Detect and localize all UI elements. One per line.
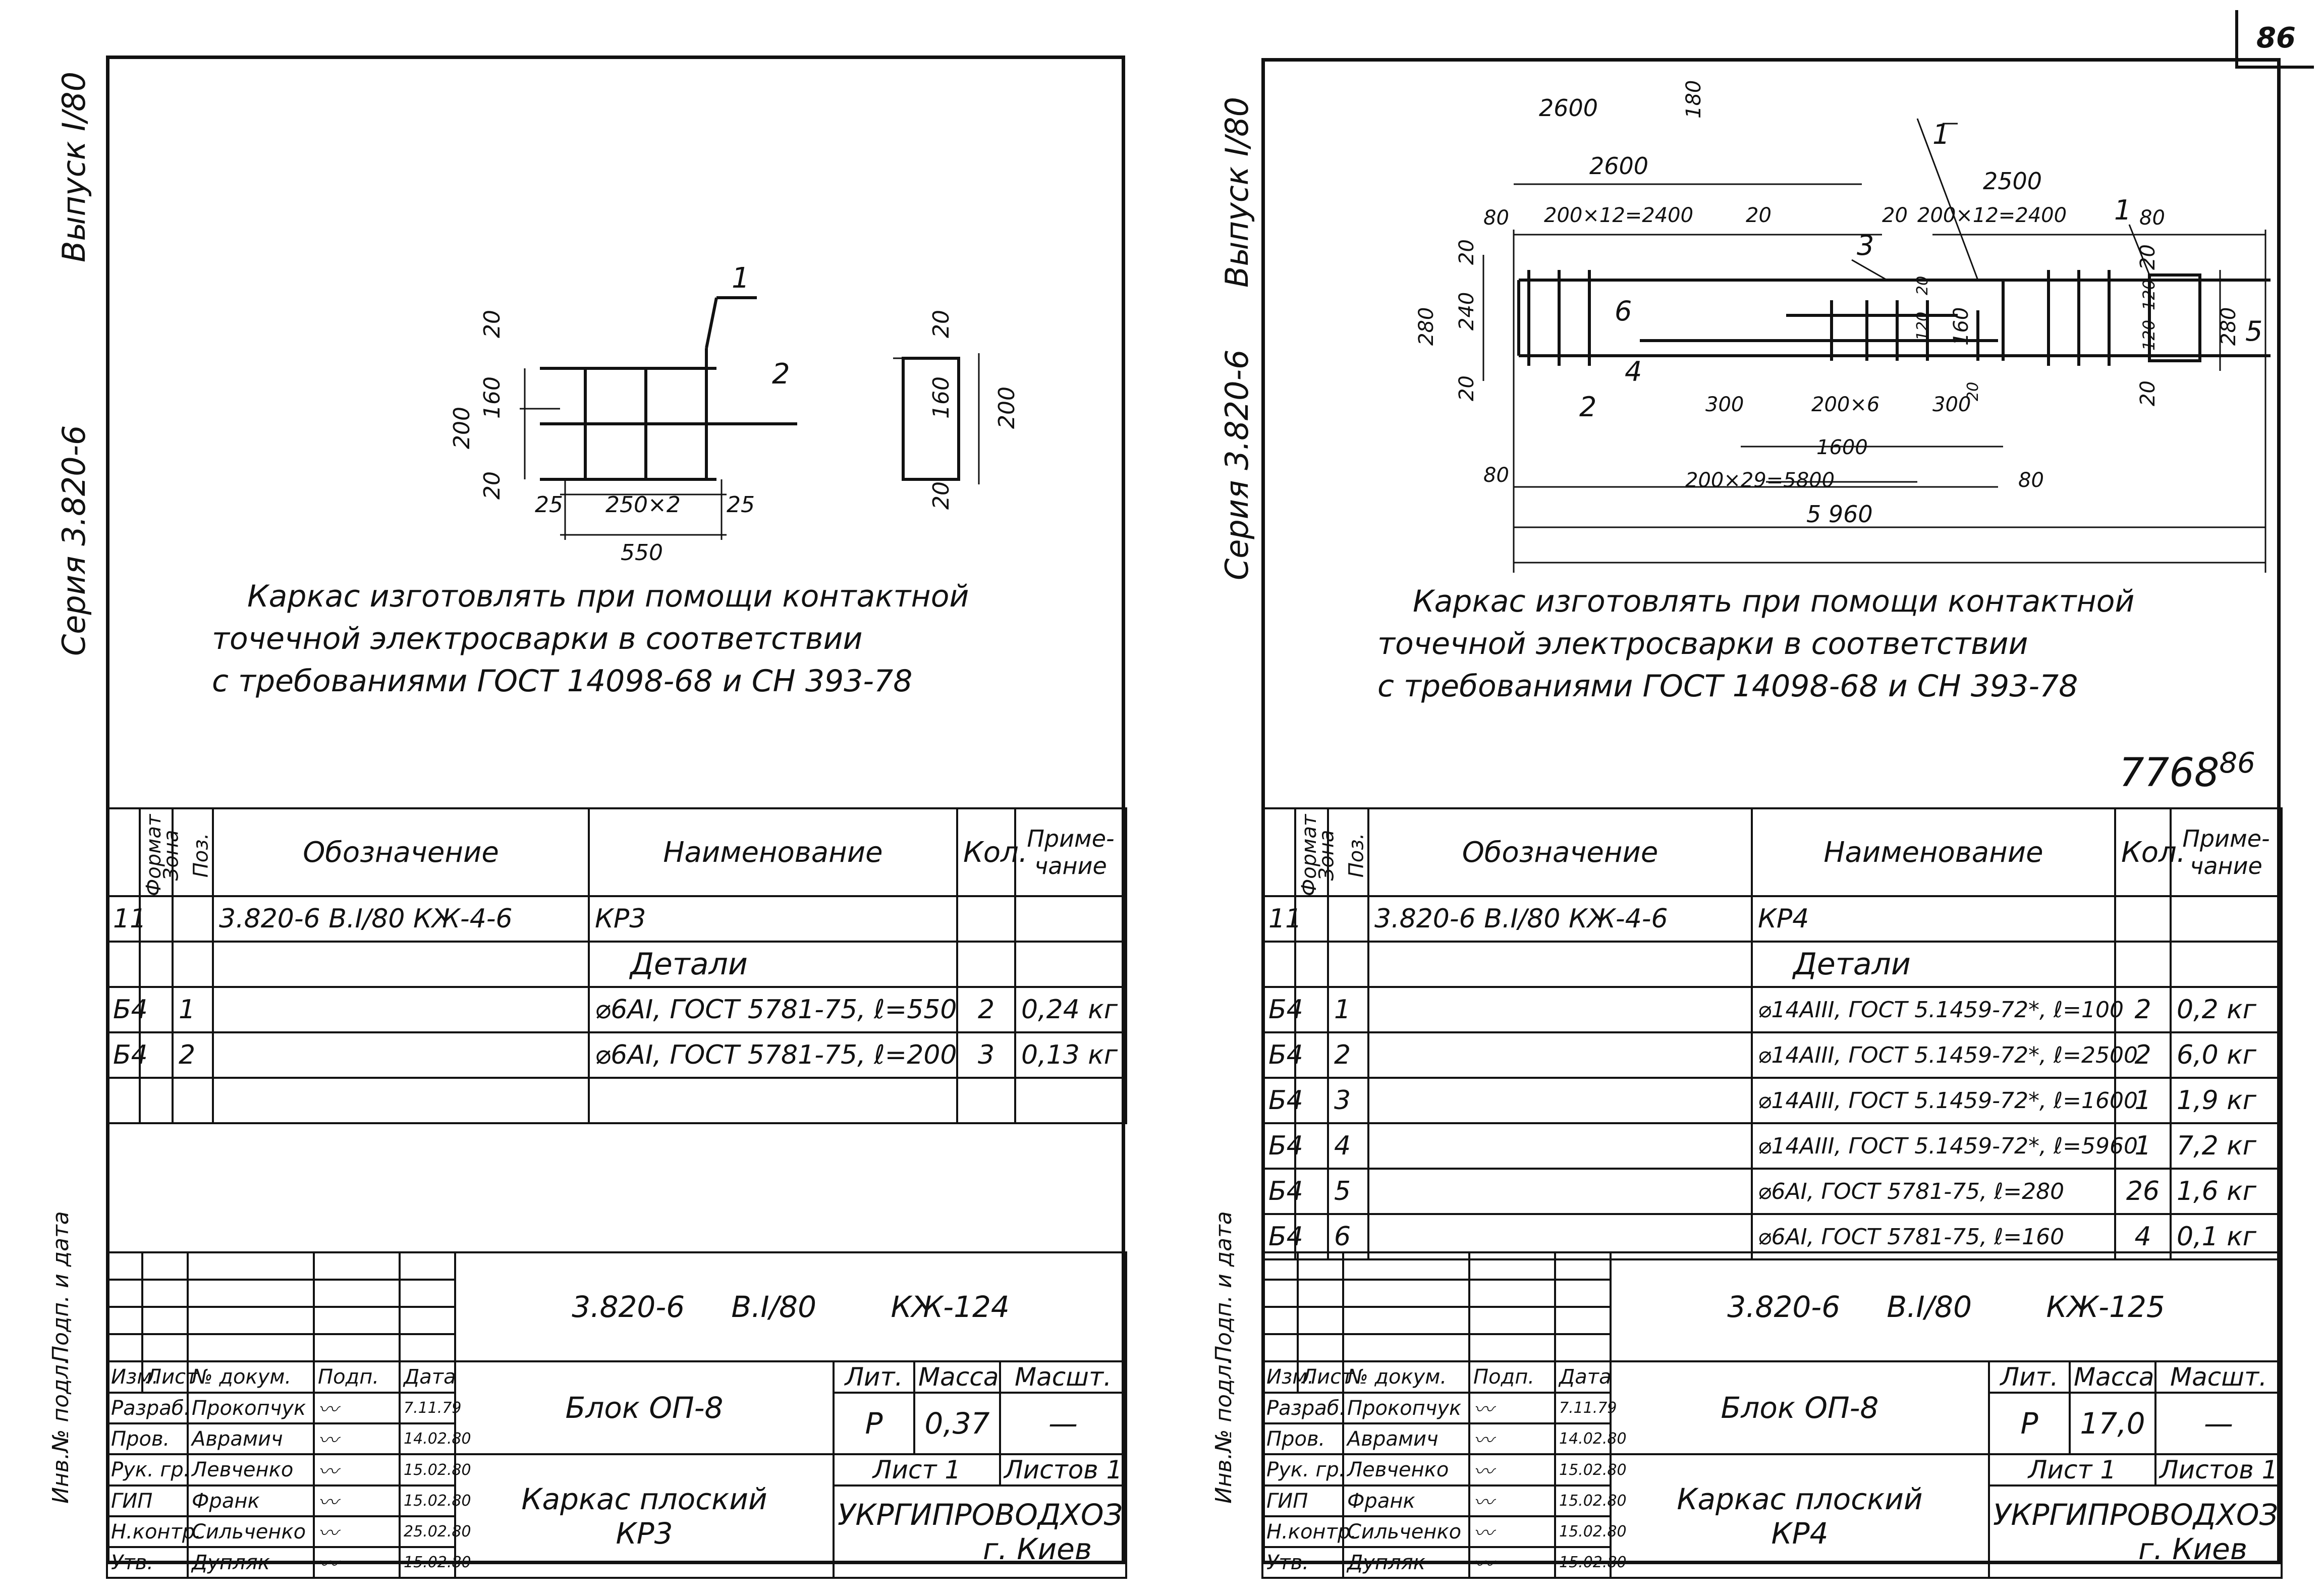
- tb-head-sign: Подп.: [314, 1361, 400, 1393]
- spec-cell-note: [1015, 1078, 1126, 1123]
- tb-head-date: Дата: [400, 1361, 455, 1393]
- dim-r200x12: 200×12=2400: [1917, 204, 2067, 227]
- tb-signature: 〰: [314, 1516, 400, 1547]
- archive-stamp-number: 7768: [2119, 750, 2220, 796]
- right-product-line-2: КР4: [1771, 1516, 1829, 1551]
- spec-cell-designation: [1368, 942, 1752, 987]
- tb-date: 7.11.79: [400, 1393, 455, 1423]
- tb-scale-label: Масшт.: [2155, 1361, 2282, 1393]
- spec-cell-format: Б4: [1262, 1078, 1295, 1123]
- tb-role: Н.контр.: [107, 1516, 188, 1547]
- dim-b80b: 80: [2018, 469, 2044, 492]
- table-row: [107, 1032, 1126, 1078]
- dim-v20b: 20: [1455, 375, 1478, 401]
- dim-550: 550: [621, 540, 663, 566]
- dim-20b: 20: [479, 471, 505, 500]
- table-row: [1262, 942, 2282, 987]
- dim-top-180: 180: [1682, 80, 1705, 119]
- tb-signature: 〰: [1469, 1423, 1555, 1454]
- tb-person-name: Аврамич: [188, 1423, 314, 1454]
- tb-person-name: Левченко: [188, 1454, 314, 1485]
- tb-signature: 〰: [314, 1393, 400, 1423]
- table-row: [1262, 1078, 2282, 1123]
- spec-cell-format: Б4: [107, 1032, 140, 1078]
- dim-r80: 80: [2139, 206, 2165, 230]
- spec-cell-qty: 2: [2115, 987, 2171, 1032]
- tb-sheets-label: Листов 1: [1000, 1454, 1126, 1485]
- dim-25b: 25: [727, 492, 755, 518]
- spec-cell-note: [1015, 896, 1126, 942]
- left-product-line-1: Каркас плоский: [521, 1481, 767, 1516]
- left-city: г. Киев: [982, 1531, 1092, 1566]
- spec-cell-format: Б4: [1262, 987, 1295, 1032]
- tb-head-docnum: № докум.: [1343, 1361, 1469, 1393]
- spec-cell-pos: 1: [1328, 987, 1368, 1032]
- spec-cell-zone: [1295, 942, 1328, 987]
- right-code-cell: [1611, 1252, 2282, 1361]
- tb-person-name: Прокопчук: [188, 1393, 314, 1423]
- sec-20b: 20: [2136, 380, 2160, 406]
- left-doc-code: 3.820-6: [572, 1290, 685, 1324]
- spec-cell-pos: [173, 942, 213, 987]
- right-spec-head-qty: Кол.: [2115, 808, 2171, 896]
- dim-v280: 280: [1415, 307, 1438, 346]
- dim-l20: 20: [1746, 204, 1772, 227]
- dim-left-2600: 2600: [1589, 152, 1649, 180]
- spec-cell-qty: 3: [957, 1032, 1015, 1078]
- page-number: 86: [2235, 10, 2314, 69]
- right-doc-code: 3.820-6: [1727, 1290, 1841, 1324]
- dim-r20: 20: [1882, 204, 1908, 227]
- right-org-cell: [1989, 1485, 2282, 1578]
- spec-cell-name: КР4: [1752, 896, 2115, 942]
- spec-cell-note: 6,0 кг: [2171, 1032, 2282, 1078]
- tb-signature: 〰: [1469, 1454, 1555, 1485]
- left-product-line-2: КР3: [616, 1516, 673, 1551]
- tb-head-docnum: № докум.: [188, 1361, 314, 1393]
- table-row: [1262, 987, 2282, 1032]
- tb-date: 14.02.80: [1555, 1423, 1611, 1454]
- dim-m160: 160: [1950, 307, 1973, 346]
- tb-lit: Р: [834, 1393, 914, 1454]
- tb-date: 25.02.80: [400, 1516, 455, 1547]
- left-org: УКРГИПРОВОДХОЗ: [838, 1497, 1123, 1532]
- tb-head-change: Изм.: [107, 1361, 142, 1393]
- spec-cell-pos: 2: [1328, 1032, 1368, 1078]
- spec-cell-note: 0,2 кг: [2171, 987, 2282, 1032]
- right-spec-head-designation: Обозначение: [1368, 808, 1752, 896]
- left-note-line-3: с требованиями ГОСТ 14098-68 и СН 393-78: [212, 664, 913, 699]
- pos-1-label: 1: [732, 262, 750, 295]
- spec-cell-pos: [173, 896, 213, 942]
- dim-b300a: 300: [1705, 393, 1744, 416]
- left-code-cell: [455, 1252, 1126, 1361]
- tb-head-date: Дата: [1555, 1361, 1611, 1393]
- right-side-label-sign: Подп. и дата: [1211, 1211, 1237, 1362]
- dim-l200x12: 200×12=2400: [1544, 204, 1694, 227]
- spec-cell-name: ⌀6АI, ГОСТ 5781-75, ℓ=200: [589, 1032, 957, 1078]
- spec-cell-pos: [1328, 942, 1368, 987]
- spec-cell-name: ⌀6АI, ГОСТ 5781-75, ℓ=280: [1752, 1169, 2115, 1214]
- spec-cell-qty: [2115, 942, 2171, 987]
- tb-scale: —: [2155, 1393, 2282, 1454]
- tb-lit: Р: [1989, 1393, 2070, 1454]
- left-spec-head-designation: Обозначение: [213, 808, 589, 896]
- left-note-line-1: Каркас изготовлять при помощи контактной: [247, 579, 969, 614]
- spec-cell-format: Б4: [1262, 1032, 1295, 1078]
- tb-role: Рук. гр.: [107, 1454, 188, 1485]
- right-note-line-3: с требованиями ГОСТ 14098-68 и СН 393-78: [1377, 669, 2078, 704]
- tb-sheet-label: Лист 1: [1989, 1454, 2155, 1485]
- spec-cell-format: [107, 1078, 140, 1123]
- tb-date: 15.02.80: [1555, 1516, 1611, 1547]
- pos-2-label: 2: [1579, 391, 1597, 423]
- dim-right-2500: 2500: [1983, 168, 2042, 195]
- spec-cell-format: [1262, 942, 1295, 987]
- spec-cell-zone: [140, 942, 173, 987]
- tb-signature: 〰: [1469, 1547, 1555, 1578]
- right-doc-sheet-code: КЖ-125: [2046, 1290, 2165, 1324]
- pos-2-label: 2: [772, 358, 790, 391]
- table-row: [107, 1078, 1126, 1123]
- right-spec-head-note: Приме-чание: [2171, 808, 2282, 896]
- tb-lit-label: Лит.: [834, 1361, 914, 1393]
- spec-cell-designation: [213, 942, 589, 987]
- tb-date: 15.02.80: [400, 1454, 455, 1485]
- spec-cell-note: [2171, 896, 2282, 942]
- spec-cell-name: ⌀6АI, ГОСТ 5781-75, ℓ=160: [1752, 1214, 2115, 1259]
- table-row: [107, 896, 1126, 942]
- dim-b5800: 200×29=5800: [1685, 469, 1835, 492]
- spec-cell-pos: 3: [1328, 1078, 1368, 1123]
- right-title-block: [1261, 1251, 2283, 1579]
- right-note-line-1: Каркас изготовлять при помощи контактной: [1413, 584, 2135, 619]
- spec-cell-qty: 4: [2115, 1214, 2171, 1259]
- section-pos-1-label: 1: [2114, 194, 2132, 226]
- tb-mass: 17,0: [2070, 1393, 2155, 1454]
- pos-1-label: 1: [1932, 119, 1950, 150]
- spec-cell-format: Б4: [1262, 1123, 1295, 1169]
- right-org: УКРГИПРОВОДХОЗ: [1993, 1497, 2278, 1532]
- tb-signature: 〰: [314, 1485, 400, 1516]
- table-row: [1262, 1169, 2282, 1214]
- spec-cell-pos: 4: [1328, 1123, 1368, 1169]
- spec-cell-designation: [213, 1078, 589, 1123]
- tb-head-sheet: Лист: [1298, 1361, 1343, 1393]
- spec-cell-note: 0,1 кг: [2171, 1214, 2282, 1259]
- right-product-cell: [1611, 1454, 1989, 1578]
- left-product-cell: [455, 1454, 834, 1578]
- spec-cell-pos: 6: [1328, 1214, 1368, 1259]
- spec-cell-qty: [957, 942, 1015, 987]
- table-row: [107, 942, 1126, 987]
- dim-b200x6: 200×6: [1811, 393, 1880, 416]
- tb-date: 15.02.80: [1555, 1454, 1611, 1485]
- tb-role: Разраб.: [107, 1393, 188, 1423]
- tb-scale: —: [1000, 1393, 1126, 1454]
- tb-signature: 〰: [1469, 1393, 1555, 1423]
- right-doc-issue: В.I/80: [1887, 1290, 1972, 1324]
- spec-cell-zone: [140, 1078, 173, 1123]
- tb-role: Н.контр.: [1262, 1516, 1343, 1547]
- left-side-series: Серия 3.820-6: [56, 425, 92, 656]
- spec-cell-note: 1,9 кг: [2171, 1078, 2282, 1123]
- tb-role: Рук. гр.: [1262, 1454, 1343, 1485]
- dim-m20b: 20: [1964, 381, 1982, 401]
- tb-mass-label: Масса: [914, 1361, 1000, 1393]
- right-spec-head-pos: Поз.: [1345, 833, 1368, 877]
- tb-person-name: Левченко: [1343, 1454, 1469, 1485]
- tb-lit-label: Лит.: [1989, 1361, 2070, 1393]
- right-spec-head-zone: Зона: [1315, 830, 1339, 880]
- left-spec-table: [106, 807, 1127, 1124]
- dim-200: 200: [449, 407, 475, 449]
- tb-role: Утв.: [1262, 1547, 1343, 1578]
- tb-sheet-label: Лист 1: [834, 1454, 1000, 1485]
- dim-25a: 25: [535, 492, 563, 518]
- tb-date: 7.11.79: [1555, 1393, 1611, 1423]
- spec-cell-designation: [1368, 1032, 1752, 1078]
- spec-cell-note: [1015, 942, 1126, 987]
- right-side-issue: Выпуск I/80: [1219, 96, 1255, 288]
- spec-cell-qty: 26: [2115, 1169, 2171, 1214]
- spec-cell-name: ⌀14АIII, ГОСТ 5.1459-72*, ℓ=1600: [1752, 1078, 2115, 1123]
- pos-4-label: 4: [1625, 356, 1642, 388]
- right-side-series: Серия 3.820-6: [1219, 349, 1255, 580]
- left-spec-head-pos: Поз.: [189, 833, 213, 877]
- dim-160: 160: [479, 376, 505, 419]
- spec-cell-pos: 1: [173, 987, 213, 1032]
- tb-head-sheet: Лист: [142, 1361, 188, 1393]
- right-note: [1377, 580, 2134, 707]
- tb-scale-label: Масшт.: [1000, 1361, 1126, 1393]
- sec-120b: 120: [2139, 319, 2159, 351]
- right-side-label-inv: Инв.№ подл.: [1211, 1357, 1237, 1504]
- spec-cell-name: ⌀14АIII, ГОСТ 5.1459-72*, ℓ=100: [1752, 987, 2115, 1032]
- table-row: [1262, 1123, 2282, 1169]
- dim-m20: 20: [1914, 276, 1931, 295]
- dim-v240: 240: [1455, 292, 1478, 331]
- left-doc-issue: В.I/80: [731, 1290, 816, 1324]
- spec-cell-designation: [1368, 1078, 1752, 1123]
- sec-200: 200: [994, 387, 1020, 429]
- sec-160: 160: [928, 376, 954, 419]
- table-row: [1262, 896, 2282, 942]
- tb-person-name: Дупляк: [1343, 1547, 1469, 1578]
- tb-role: Пров.: [1262, 1423, 1343, 1454]
- spec-cell-qty: 2: [957, 987, 1015, 1032]
- left-spec-head-qty: Кол.: [957, 808, 1015, 896]
- sec-20a: 20: [928, 310, 954, 338]
- spec-cell-format: [107, 942, 140, 987]
- spec-cell-note: 0,13 кг: [1015, 1032, 1126, 1078]
- tb-signature: 〰: [314, 1423, 400, 1454]
- left-side-label-sign: Подп. и дата: [48, 1211, 74, 1362]
- tb-signature: 〰: [314, 1454, 400, 1485]
- spec-cell-pos: [1328, 896, 1368, 942]
- spec-cell-qty: 2: [2115, 1032, 2171, 1078]
- dim-20a: 20: [479, 310, 505, 338]
- table-row: [1262, 1032, 2282, 1078]
- spec-cell-designation: [213, 987, 589, 1032]
- spec-cell-note: 1,6 кг: [2171, 1169, 2282, 1214]
- spec-cell-pos: 2: [173, 1032, 213, 1078]
- spec-cell-qty: [2115, 896, 2171, 942]
- pos-3-label: 3: [1857, 230, 1874, 261]
- spec-cell-name: [589, 1078, 957, 1123]
- spec-cell-designation: [1368, 987, 1752, 1032]
- dim-250x2: 250×2: [605, 492, 681, 518]
- spec-cell-qty: [957, 896, 1015, 942]
- spec-cell-designation: 3.820-6 В.I/80 КЖ-4-6: [213, 896, 589, 942]
- tb-mass: 0,37: [914, 1393, 1000, 1454]
- tb-signature: 〰: [1469, 1516, 1555, 1547]
- spec-cell-name: КР3: [589, 896, 957, 942]
- spec-cell-designation: [213, 1032, 589, 1078]
- archive-stamp: [2119, 747, 2255, 796]
- spec-cell-qty: 1: [2115, 1123, 2171, 1169]
- pos-5-label: 5: [2245, 315, 2263, 347]
- spec-cell-pos: 5: [1328, 1169, 1368, 1214]
- tb-date: 15.02.80: [1555, 1485, 1611, 1516]
- tb-role: Утв.: [107, 1547, 188, 1578]
- tb-date: 15.02.80: [400, 1485, 455, 1516]
- dim-l80: 80: [1483, 206, 1509, 230]
- spec-cell-note: 7,2 кг: [2171, 1123, 2282, 1169]
- spec-cell-designation: 3.820-6 В.I/80 КЖ-4-6: [1368, 896, 1752, 942]
- tb-sheets-label: Листов 1: [2155, 1454, 2282, 1485]
- spec-cell-name: ⌀14АIII, ГОСТ 5.1459-72*, ℓ=5960: [1752, 1123, 2115, 1169]
- left-spec-head-name: Наименование: [589, 808, 957, 896]
- sec-120a: 120: [2139, 279, 2159, 310]
- tb-role: Пров.: [107, 1423, 188, 1454]
- spec-cell-format: 11: [1262, 896, 1295, 942]
- right-product-line-1: Каркас плоский: [1677, 1481, 1923, 1516]
- spec-cell-name: Детали: [1752, 942, 2115, 987]
- left-side-issue: Выпуск I/80: [56, 71, 92, 262]
- spec-cell-qty: 1: [2115, 1078, 2171, 1123]
- dim-top-2600: 2600: [1539, 94, 1598, 122]
- spec-cell-note: [2171, 942, 2282, 987]
- dim-m120: 120: [1914, 311, 1931, 341]
- tb-person-name: Сильченко: [188, 1516, 314, 1547]
- sec-20a: 20: [2136, 244, 2160, 270]
- tb-person-name: Аврамич: [1343, 1423, 1469, 1454]
- dim-b1600: 1600: [1816, 436, 1868, 459]
- pos-6-label: 6: [1615, 295, 1632, 327]
- archive-stamp-sup: 86: [2219, 747, 2255, 780]
- tb-person-name: Дупляк: [188, 1547, 314, 1578]
- spec-cell-format: 11: [107, 896, 140, 942]
- dim-b300b: 300: [1932, 393, 1971, 416]
- tb-role: Разраб.: [1262, 1393, 1343, 1423]
- spec-cell-format: Б4: [1262, 1169, 1295, 1214]
- left-block-name: Блок ОП-8: [455, 1361, 834, 1454]
- dim-v20a: 20: [1455, 239, 1478, 265]
- tb-person-name: Франк: [1343, 1485, 1469, 1516]
- right-spec-head-format: Формат: [1298, 814, 1321, 896]
- tb-person-name: Сильченко: [1343, 1516, 1469, 1547]
- tb-role: ГИП: [107, 1485, 188, 1516]
- left-title-block: [106, 1251, 1127, 1579]
- left-spec-head-note: Приме-чание: [1015, 808, 1126, 896]
- right-spec-head-name: Наименование: [1752, 808, 2115, 896]
- spec-cell-format: Б4: [107, 987, 140, 1032]
- left-spec-head-zone: Зона: [159, 830, 183, 880]
- tb-head-change: Изм.: [1262, 1361, 1298, 1393]
- tb-mass-label: Масса: [2070, 1361, 2155, 1393]
- tb-date: 15.02.80: [1555, 1547, 1611, 1578]
- spec-cell-name: Детали: [589, 942, 957, 987]
- tb-signature: 〰: [1469, 1485, 1555, 1516]
- spec-cell-name: ⌀14АIII, ГОСТ 5.1459-72*, ℓ=2500: [1752, 1032, 2115, 1078]
- spec-cell-name: ⌀6АI, ГОСТ 5781-75, ℓ=550: [589, 987, 957, 1032]
- dim-b5960: 5 960: [1806, 501, 1873, 528]
- left-org-cell: [834, 1485, 1126, 1578]
- tb-date: 15.02.80: [400, 1547, 455, 1578]
- left-spec-head-format: Формат: [142, 814, 166, 896]
- table-row: [107, 987, 1126, 1032]
- tb-role: ГИП: [1262, 1485, 1343, 1516]
- tb-person-name: Прокопчук: [1343, 1393, 1469, 1423]
- spec-cell-note: 0,24 кг: [1015, 987, 1126, 1032]
- right-block-name: Блок ОП-8: [1611, 1361, 1989, 1454]
- left-doc-sheet-code: КЖ-124: [891, 1290, 1010, 1324]
- tb-person-name: Франк: [188, 1485, 314, 1516]
- tb-signature: 〰: [314, 1547, 400, 1578]
- left-note: [212, 575, 969, 702]
- right-spec-table: [1261, 807, 2283, 1260]
- tb-date: 14.02.80: [400, 1423, 455, 1454]
- spec-cell-designation: [1368, 1123, 1752, 1169]
- sec-280: 280: [2217, 307, 2240, 346]
- right-city: г. Киев: [2138, 1531, 2248, 1566]
- right-note-line-2: точечной электросварки в соответствии: [1377, 626, 2028, 662]
- spec-cell-pos: [173, 1078, 213, 1123]
- spec-cell-format: Б4: [1262, 1214, 1295, 1259]
- spec-cell-qty: [957, 1078, 1015, 1123]
- spec-cell-designation: [1368, 1169, 1752, 1214]
- left-side-label-inv: Инв.№ подл.: [48, 1357, 74, 1504]
- sec-20b: 20: [928, 481, 954, 510]
- tb-head-sign: Подп.: [1469, 1361, 1555, 1393]
- left-note-line-2: точечной электросварки в соответствии: [212, 621, 863, 656]
- dim-b80a: 80: [1483, 464, 1509, 487]
